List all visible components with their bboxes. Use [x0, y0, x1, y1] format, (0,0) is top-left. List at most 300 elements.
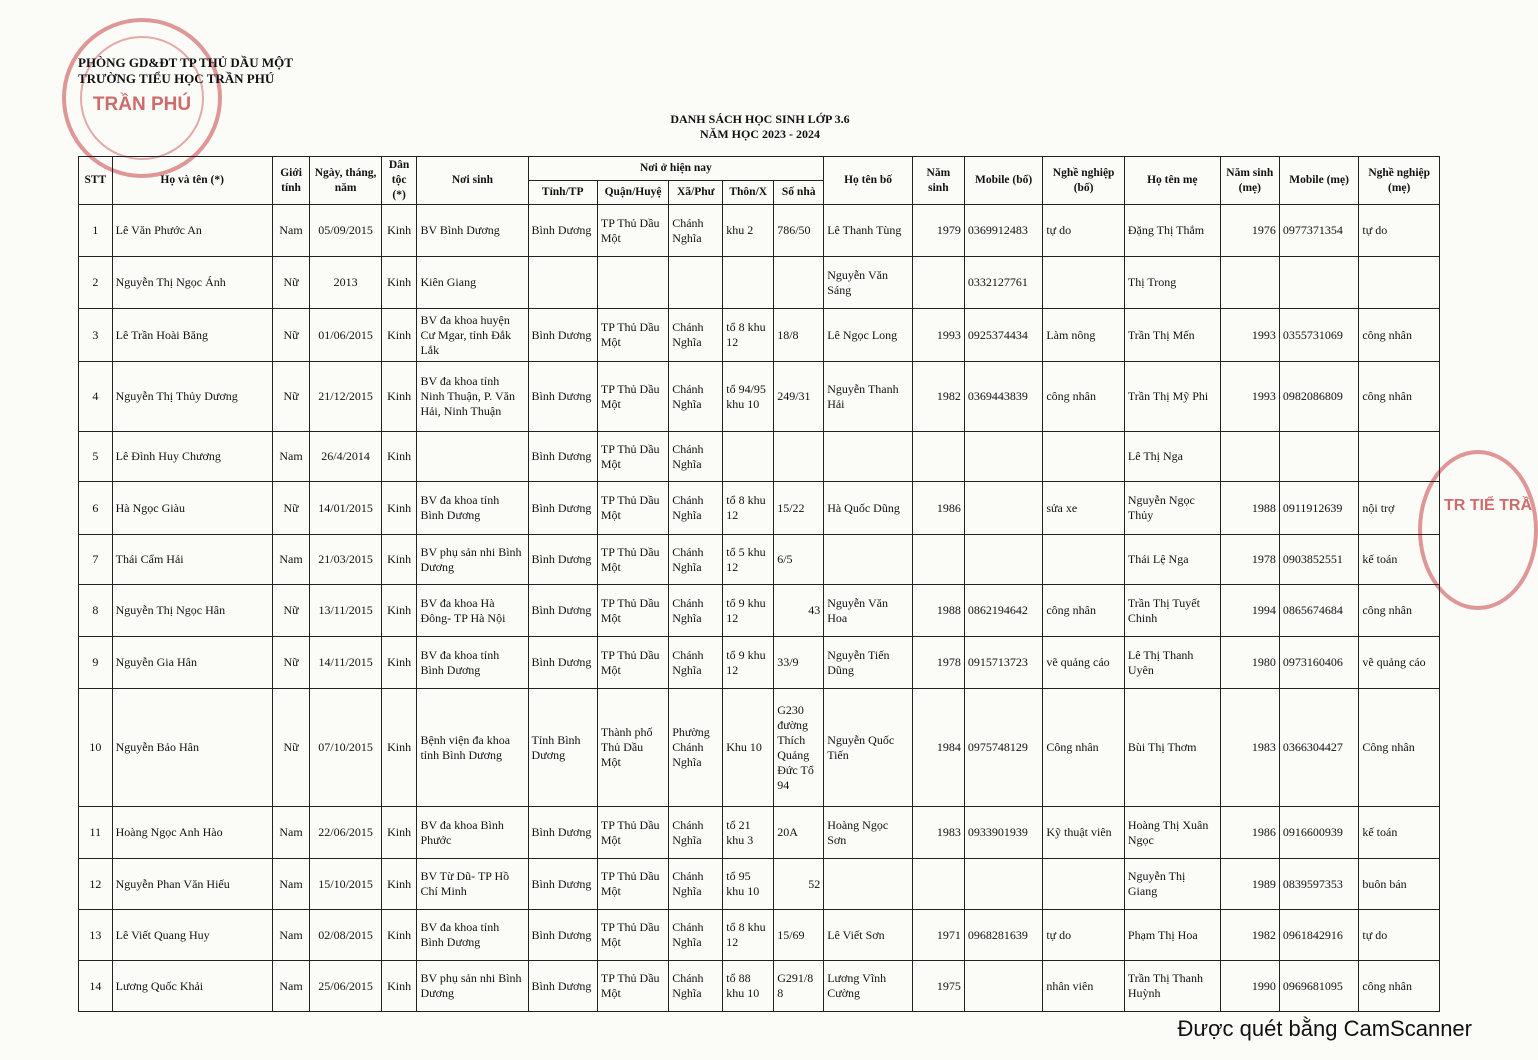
cell-name: Nguyễn Thị Thủy Dương: [112, 362, 272, 432]
cell-ward: Phường Chánh Nghĩa: [669, 689, 723, 807]
cell-father-year: 1979: [912, 205, 964, 257]
cell-province: Bình Dương: [528, 585, 597, 637]
cell-father-job: [1043, 257, 1125, 309]
table-row: [79, 309, 1440, 362]
cell-district: TP Thủ Dầu Một: [597, 309, 668, 362]
cell-birthplace: BV đa khoa tỉnh Bình Dương: [417, 482, 528, 535]
cell-father-year: 1971: [912, 910, 964, 961]
cell-ethnic: Kinh: [381, 910, 417, 961]
cell-hamlet: tổ 21 khu 3: [723, 807, 774, 859]
cell-father-mobile: 0968281639: [964, 910, 1042, 961]
cell-ward: Chánh Nghĩa: [669, 637, 723, 689]
cell-ward: Chánh Nghĩa: [669, 205, 723, 257]
cell-gender: Nữ: [272, 482, 310, 535]
cell-father-job: Công nhân: [1043, 689, 1125, 807]
cell-mother-job: Công nhân: [1359, 689, 1440, 807]
cell-birthplace: BV đa khoa Bình Phước: [417, 807, 528, 859]
cell-dob: 22/06/2015: [310, 807, 381, 859]
cell-mother-job: tự do: [1359, 910, 1440, 961]
cell-ward: Chánh Nghĩa: [669, 535, 723, 585]
cell-mother: Lê Thị Thanh Uyên: [1124, 637, 1220, 689]
col-father-mobile: Mobile (bố): [964, 157, 1042, 205]
cell-mother-year: 1989: [1220, 859, 1279, 910]
cell-province: Bình Dương: [528, 309, 597, 362]
cell-birthplace: BV đa khoa huyện Cư Mgar, tỉnh Đắk Lắk: [417, 309, 528, 362]
cell-father-year: 1982: [912, 362, 964, 432]
cell-province: Bình Dương: [528, 205, 597, 257]
cell-father-job: tự do: [1043, 205, 1125, 257]
cell-house: 43: [774, 585, 824, 637]
table-row: [79, 482, 1440, 535]
cell-stt: 3: [79, 309, 113, 362]
cell-hamlet: tổ 8 khu 12: [723, 482, 774, 535]
cell-stt: 14: [79, 961, 113, 1012]
camscanner-footer: Được quét bằng CamScanner: [1177, 1016, 1472, 1041]
cell-name: Hoàng Ngọc Anh Hào: [112, 807, 272, 859]
cell-ward: Chánh Nghĩa: [669, 585, 723, 637]
cell-house: 15/69: [774, 910, 824, 961]
cell-mother: Trần Thị Thanh Huỳnh: [1124, 961, 1220, 1012]
cell-gender: Nam: [272, 961, 310, 1012]
cell-province: Bình Dương: [528, 432, 597, 482]
cell-father: Nguyễn Quốc Tiến: [824, 689, 913, 807]
cell-father-job: Kỹ thuật viên: [1043, 807, 1125, 859]
cell-mother-job: [1359, 257, 1440, 309]
cell-stt: 2: [79, 257, 113, 309]
cell-ward: Chánh Nghĩa: [669, 482, 723, 535]
cell-gender: Nam: [272, 535, 310, 585]
cell-father-mobile: 0933901939: [964, 807, 1042, 859]
cell-house: [774, 257, 824, 309]
cell-mother-job: công nhân: [1359, 362, 1440, 432]
cell-mother-mobile: 0911912639: [1279, 482, 1359, 535]
cell-father-year: 1975: [912, 961, 964, 1012]
cell-ward: Chánh Nghĩa: [669, 362, 723, 432]
cell-district: Thành phố Thủ Dầu Một: [597, 689, 668, 807]
cell-stt: 1: [79, 205, 113, 257]
cell-dob: 01/06/2015: [310, 309, 381, 362]
cell-father-mobile: 0369443839: [964, 362, 1042, 432]
cell-father-mobile: 0925374434: [964, 309, 1042, 362]
col-residence: Nơi ở hiện nay: [528, 157, 824, 181]
document-header: [78, 55, 293, 87]
cell-hamlet: tổ 8 khu 12: [723, 910, 774, 961]
cell-mother-year: 1978: [1220, 535, 1279, 585]
cell-house: 33/9: [774, 637, 824, 689]
cell-hamlet: tổ 9 khu 12: [723, 585, 774, 637]
cell-mother-year: 1986: [1220, 807, 1279, 859]
cell-stt: 9: [79, 637, 113, 689]
cell-ward: Chánh Nghĩa: [669, 432, 723, 482]
cell-father-job: công nhân: [1043, 585, 1125, 637]
table-row: [79, 961, 1440, 1012]
cell-mother: Phạm Thị Hoa: [1124, 910, 1220, 961]
cell-hamlet: tổ 5 khu 12: [723, 535, 774, 585]
cell-hamlet: Khu 10: [723, 689, 774, 807]
cell-ethnic: Kinh: [381, 432, 417, 482]
cell-father-job: nhân viên: [1043, 961, 1125, 1012]
cell-father: Nguyễn Tiến Dũng: [824, 637, 913, 689]
cell-birthplace: BV phụ sản nhi Bình Dương: [417, 961, 528, 1012]
cell-hamlet: khu 2: [723, 205, 774, 257]
cell-province: Bình Dương: [528, 910, 597, 961]
cell-stt: 7: [79, 535, 113, 585]
cell-ethnic: Kinh: [381, 585, 417, 637]
cell-mother-mobile: [1279, 432, 1359, 482]
cell-district: TP Thủ Dầu Một: [597, 432, 668, 482]
cell-father-year: [912, 535, 964, 585]
cell-mother: Hoàng Thị Xuân Ngọc: [1124, 807, 1220, 859]
cell-ward: Chánh Nghĩa: [669, 961, 723, 1012]
seal-text: TRẦN PHÚ: [92, 94, 192, 115]
cell-province: Bình Dương: [528, 961, 597, 1012]
cell-hamlet: tổ 9 khu 12: [723, 637, 774, 689]
cell-father-job: Làm nông: [1043, 309, 1125, 362]
cell-father: Hà Quốc Dũng: [824, 482, 913, 535]
cell-father: Nguyễn Thanh Hải: [824, 362, 913, 432]
cell-house: 18/8: [774, 309, 824, 362]
cell-gender: Nữ: [272, 309, 310, 362]
cell-ethnic: Kinh: [381, 362, 417, 432]
cell-father-mobile: [964, 961, 1042, 1012]
cell-mother-mobile: 0916600939: [1279, 807, 1359, 859]
cell-father-mobile: [964, 482, 1042, 535]
cell-dob: 2013: [310, 257, 381, 309]
cell-mother-mobile: 0977371354: [1279, 205, 1359, 257]
cell-ward: Chánh Nghĩa: [669, 910, 723, 961]
cell-father: [824, 432, 913, 482]
cell-gender: Nữ: [272, 585, 310, 637]
cell-dob: 02/08/2015: [310, 910, 381, 961]
school-name: TRƯỜNG TIỂU HỌC TRẦN PHÚ: [78, 71, 275, 86]
cell-father: Lương Vĩnh Cường: [824, 961, 913, 1012]
cell-name: Lê Viết Quang Huy: [112, 910, 272, 961]
cell-father: Hoàng Ngọc Sơn: [824, 807, 913, 859]
cell-gender: Nữ: [272, 637, 310, 689]
cell-birthplace: BV đa khoa Hà Đông- TP Hà Nội: [417, 585, 528, 637]
cell-ward: [669, 257, 723, 309]
cell-ward: Chánh Nghĩa: [669, 309, 723, 362]
cell-ethnic: Kinh: [381, 637, 417, 689]
table-header: [79, 157, 1440, 205]
cell-father-job: vẽ quảng cáo: [1043, 637, 1125, 689]
cell-stt: 13: [79, 910, 113, 961]
col-stt: STT: [79, 157, 113, 205]
cell-birthplace: Bệnh viện đa khoa tỉnh Bình Dương: [417, 689, 528, 807]
cell-mother-year: 1976: [1220, 205, 1279, 257]
cell-birthplace: BV Bình Dương: [417, 205, 528, 257]
table-row: [79, 432, 1440, 482]
col-ethnic: Dân tộc (*): [381, 157, 417, 205]
cell-mother-mobile: 0982086809: [1279, 362, 1359, 432]
cell-father: [824, 535, 913, 585]
cell-father: Lê Viết Sơn: [824, 910, 913, 961]
cell-gender: Nữ: [272, 257, 310, 309]
cell-ethnic: Kinh: [381, 482, 417, 535]
cell-district: TP Thủ Dầu Một: [597, 535, 668, 585]
cell-mother-job: công nhân: [1359, 309, 1440, 362]
cell-district: TP Thủ Dầu Một: [597, 585, 668, 637]
cell-house: 249/31: [774, 362, 824, 432]
cell-province: Bình Dương: [528, 535, 597, 585]
cell-father: Lê Thanh Tùng: [824, 205, 913, 257]
col-district: Quận/Huyệ: [597, 181, 668, 205]
cell-dob: 15/10/2015: [310, 859, 381, 910]
table-row: [79, 689, 1440, 807]
cell-mother-job: tự do: [1359, 205, 1440, 257]
cell-dob: 13/11/2015: [310, 585, 381, 637]
col-father-job: Nghề nghiệp (bố): [1043, 157, 1125, 205]
col-father-year: Năm sinh: [912, 157, 964, 205]
table-row: [79, 205, 1440, 257]
cell-father-mobile: 0915713723: [964, 637, 1042, 689]
col-dob: Ngày, tháng, năm: [310, 157, 381, 205]
col-mother: Họ tên mẹ: [1124, 157, 1220, 205]
cell-district: TP Thủ Dầu Một: [597, 807, 668, 859]
cell-province: Bình Dương: [528, 362, 597, 432]
cell-hamlet: tổ 95 khu 10: [723, 859, 774, 910]
cell-father-mobile: 0369912483: [964, 205, 1042, 257]
cell-dob: 21/12/2015: [310, 362, 381, 432]
cell-gender: Nam: [272, 205, 310, 257]
cell-stt: 10: [79, 689, 113, 807]
cell-mother: Bùi Thị Thơm: [1124, 689, 1220, 807]
col-birthplace: Nơi sinh: [417, 157, 528, 205]
cell-house: 786/50: [774, 205, 824, 257]
cell-birthplace: BV phụ sản nhi Bình Dương: [417, 535, 528, 585]
cell-name: Nguyễn Thị Ngọc Hân: [112, 585, 272, 637]
cell-mother: Lê Thị Nga: [1124, 432, 1220, 482]
cell-name: Nguyễn Phan Văn Hiếu: [112, 859, 272, 910]
cell-district: TP Thủ Dầu Một: [597, 637, 668, 689]
cell-stt: 5: [79, 432, 113, 482]
cell-father-year: 1978: [912, 637, 964, 689]
cell-name: Hà Ngọc Giàu: [112, 482, 272, 535]
cell-mother-year: 1993: [1220, 309, 1279, 362]
cell-hamlet: tổ 8 khu 12: [723, 309, 774, 362]
cell-father-year: 1986: [912, 482, 964, 535]
cell-mother-year: 1993: [1220, 362, 1279, 432]
cell-mother-mobile: 0865674684: [1279, 585, 1359, 637]
cell-father-job: [1043, 432, 1125, 482]
cell-stt: 6: [79, 482, 113, 535]
cell-father-mobile: 0862194642: [964, 585, 1042, 637]
school-seal: [62, 18, 222, 178]
cell-ethnic: Kinh: [381, 689, 417, 807]
cell-mother-job: kế toán: [1359, 535, 1440, 585]
cell-house: 6/5: [774, 535, 824, 585]
cell-ward: Chánh Nghĩa: [669, 807, 723, 859]
table-row: [79, 362, 1440, 432]
table-row: [79, 859, 1440, 910]
cell-hamlet: [723, 257, 774, 309]
cell-father-year: 1984: [912, 689, 964, 807]
col-mother-job: Nghề nghiệp (mẹ): [1359, 157, 1440, 205]
cell-father-job: tự do: [1043, 910, 1125, 961]
cell-district: [597, 257, 668, 309]
cell-ethnic: Kinh: [381, 961, 417, 1012]
cell-name: Lê Đình Huy Chương: [112, 432, 272, 482]
cell-mother-job: kế toán: [1359, 807, 1440, 859]
cell-father-job: sửa xe: [1043, 482, 1125, 535]
cell-gender: Nam: [272, 432, 310, 482]
cell-dob: 14/11/2015: [310, 637, 381, 689]
cell-mother-year: 1980: [1220, 637, 1279, 689]
table-row: [79, 807, 1440, 859]
cell-mother-mobile: 0903852551: [1279, 535, 1359, 585]
cell-dob: 07/10/2015: [310, 689, 381, 807]
cell-father-mobile: [964, 432, 1042, 482]
cell-dob: 25/06/2015: [310, 961, 381, 1012]
department-name: PHÒNG GD&ĐT TP THỦ DẦU MỘT: [78, 55, 293, 70]
cell-house: 20A: [774, 807, 824, 859]
cell-mother-mobile: 0355731069: [1279, 309, 1359, 362]
cell-dob: 21/03/2015: [310, 535, 381, 585]
cell-hamlet: tổ 88 khu 10: [723, 961, 774, 1012]
cell-house: 15/22: [774, 482, 824, 535]
cell-district: TP Thủ Dầu Một: [597, 910, 668, 961]
cell-mother-mobile: 0839597353: [1279, 859, 1359, 910]
cell-father-year: [912, 432, 964, 482]
cell-mother: Trần Thị Mến: [1124, 309, 1220, 362]
cell-mother-year: 1988: [1220, 482, 1279, 535]
cell-ethnic: Kinh: [381, 205, 417, 257]
cell-ethnic: Kinh: [381, 807, 417, 859]
cell-mother: Trần Thị Mỹ Phi: [1124, 362, 1220, 432]
cell-mother-mobile: [1279, 257, 1359, 309]
cell-hamlet: tổ 94/95 khu 10: [723, 362, 774, 432]
table-row: [79, 910, 1440, 961]
cell-stt: 12: [79, 859, 113, 910]
col-gender: Giới tính: [272, 157, 310, 205]
cell-dob: 26/4/2014: [310, 432, 381, 482]
cell-province: [528, 257, 597, 309]
cell-father-year: [912, 859, 964, 910]
cell-mother: Thái Lệ Nga: [1124, 535, 1220, 585]
col-house: Số nhà: [774, 181, 824, 205]
cell-ethnic: Kinh: [381, 535, 417, 585]
cell-father: Nguyễn Văn Sáng: [824, 257, 913, 309]
cell-house: [774, 432, 824, 482]
cell-name: Thái Cẩm Hải: [112, 535, 272, 585]
cell-name: Nguyễn Thị Ngọc Ánh: [112, 257, 272, 309]
cell-mother: Đặng Thị Thắm: [1124, 205, 1220, 257]
cell-mother-job: công nhân: [1359, 961, 1440, 1012]
cell-birthplace: BV đa khoa tỉnh Ninh Thuận, P. Văn Hải, Ninh Thuận: [417, 362, 528, 432]
col-father: Họ tên bố: [824, 157, 913, 205]
cell-father-mobile: [964, 859, 1042, 910]
cell-province: Bình Dương: [528, 482, 597, 535]
cell-province: Bình Dương: [528, 637, 597, 689]
cell-stt: 11: [79, 807, 113, 859]
col-hamlet: Thôn/X: [723, 181, 774, 205]
cell-birthplace: BV đa khoa tỉnh Bình Dương: [417, 637, 528, 689]
cell-birthplace: [417, 432, 528, 482]
cell-mother-mobile: 0973160406: [1279, 637, 1359, 689]
cell-mother-job: [1359, 432, 1440, 482]
cell-mother-job: vẽ quảng cáo: [1359, 637, 1440, 689]
cell-stt: 4: [79, 362, 113, 432]
cell-name: Nguyễn Bảo Hân: [112, 689, 272, 807]
cell-father: Lê Ngọc Long: [824, 309, 913, 362]
table-body: [79, 205, 1440, 1012]
cell-mother: Nguyễn Ngọc Thủy: [1124, 482, 1220, 535]
cell-mother-mobile: 0969681095: [1279, 961, 1359, 1012]
student-table: [78, 156, 1440, 1012]
cell-district: TP Thủ Dầu Một: [597, 362, 668, 432]
table-row: [79, 257, 1440, 309]
cell-hamlet: [723, 432, 774, 482]
cell-dob: 14/01/2015: [310, 482, 381, 535]
cell-mother-mobile: 0366304427: [1279, 689, 1359, 807]
cell-father-job: [1043, 859, 1125, 910]
cell-mother-year: 1994: [1220, 585, 1279, 637]
cell-father-year: 1993: [912, 309, 964, 362]
cell-ward: Chánh Nghĩa: [669, 859, 723, 910]
col-name: Họ và tên (*): [112, 157, 272, 205]
cell-district: TP Thủ Dầu Một: [597, 205, 668, 257]
col-ward: Xã/Phư: [669, 181, 723, 205]
cell-ethnic: Kinh: [381, 309, 417, 362]
cell-father-job: [1043, 535, 1125, 585]
cell-mother-job: buôn bán: [1359, 859, 1440, 910]
cell-mother-job: nội trợ: [1359, 482, 1440, 535]
cell-district: TP Thủ Dầu Một: [597, 859, 668, 910]
cell-birthplace: Kiên Giang: [417, 257, 528, 309]
table-row: [79, 637, 1440, 689]
cell-father-mobile: [964, 535, 1042, 585]
cell-stt: 8: [79, 585, 113, 637]
cell-father: [824, 859, 913, 910]
cell-mother-year: 1990: [1220, 961, 1279, 1012]
col-province: Tỉnh/TP: [528, 181, 597, 205]
cell-name: Lương Quốc Khải: [112, 961, 272, 1012]
cell-father-job: công nhân: [1043, 362, 1125, 432]
cell-father-mobile: 0975748129: [964, 689, 1042, 807]
cell-father-year: 1988: [912, 585, 964, 637]
cell-district: TP Thủ Dầu Một: [597, 961, 668, 1012]
cell-father-year: [912, 257, 964, 309]
cell-gender: Nam: [272, 807, 310, 859]
cell-gender: Nam: [272, 859, 310, 910]
cell-province: Bình Dương: [528, 807, 597, 859]
seal-partial-text: TR TIỂ TRẦ: [1444, 497, 1532, 514]
school-year: NĂM HỌC 2023 - 2024: [700, 127, 820, 141]
cell-gender: Nữ: [272, 689, 310, 807]
cell-father-mobile: 0332127761: [964, 257, 1042, 309]
cell-gender: Nam: [272, 910, 310, 961]
cell-mother-year: [1220, 432, 1279, 482]
cell-father-year: 1983: [912, 807, 964, 859]
table-row: [79, 535, 1440, 585]
cell-mother-year: 1982: [1220, 910, 1279, 961]
cell-province: Tỉnh Bình Dương: [528, 689, 597, 807]
cell-mother: Nguyễn Thị Giang: [1124, 859, 1220, 910]
cell-name: Lê Văn Phước An: [112, 205, 272, 257]
cell-birthplace: BV đa khoa tỉnh Bình Dương: [417, 910, 528, 961]
cell-ethnic: Kinh: [381, 257, 417, 309]
cell-father: Nguyễn Văn Hoa: [824, 585, 913, 637]
table-row: [79, 585, 1440, 637]
document-title: DANH SÁCH HỌC SINH LỚP 3.6: [670, 112, 850, 126]
cell-mother: Thị Trong: [1124, 257, 1220, 309]
cell-house: G291/8 8: [774, 961, 824, 1012]
cell-mother-year: [1220, 257, 1279, 309]
cell-district: TP Thủ Dầu Một: [597, 482, 668, 535]
cell-name: Nguyễn Gia Hân: [112, 637, 272, 689]
cell-house: G230 đường Thích Quảng Đức Tổ 94: [774, 689, 824, 807]
cell-dob: 05/09/2015: [310, 205, 381, 257]
